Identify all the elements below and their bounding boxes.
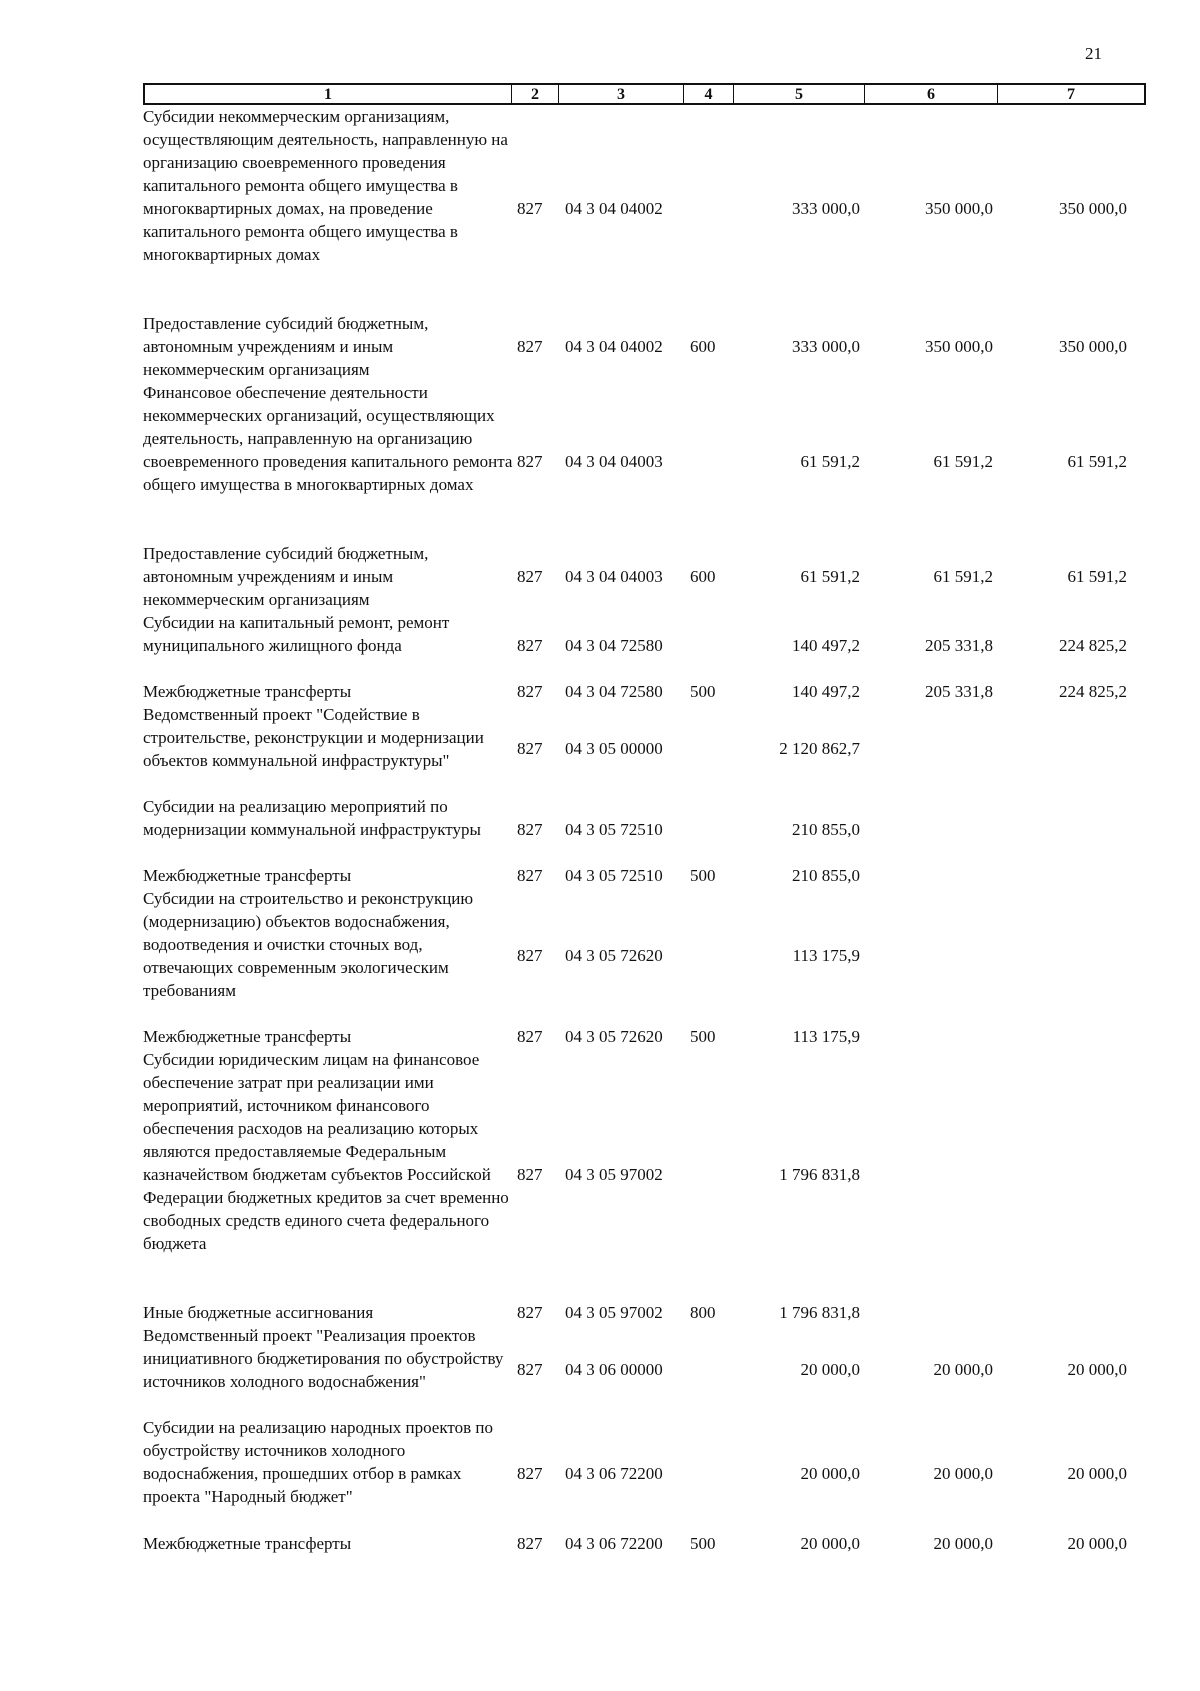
row-code: 04 3 04 04002 (565, 199, 663, 218)
table-row (0, 887, 1200, 1002)
row-name: Межбюджетные трансферты (143, 1534, 352, 1553)
row-value-5: 61 591,2 (800, 452, 860, 471)
row-value-6: 20 000,0 (933, 1534, 993, 1553)
row-code: 04 3 05 72620 (565, 946, 663, 965)
row-code: 04 3 04 04002 (565, 337, 663, 356)
row-grbs: 827 (517, 1360, 543, 1379)
row-grbs: 827 (517, 567, 543, 586)
row-grbs: 827 (517, 820, 543, 839)
row-value-5: 113 175,9 (792, 1027, 860, 1046)
row-type: 500 (690, 866, 716, 885)
row-grbs: 827 (517, 337, 543, 356)
table-row (0, 542, 1200, 611)
table-row (0, 1025, 1200, 1048)
row-code: 04 3 05 97002 (565, 1303, 663, 1322)
row-code: 04 3 06 72200 (565, 1534, 663, 1553)
row-name: Субсидии на реализацию народных проектов по обустройству источников холодного водоснабжения, прошедших отбор в рамках проекта "Народный бюджет" (143, 1418, 493, 1506)
row-value-7: 350 000,0 (1059, 337, 1127, 356)
table-row (0, 1416, 1200, 1508)
row-grbs: 827 (517, 452, 543, 471)
row-code: 04 3 04 72580 (565, 636, 663, 655)
row-value-5: 333 000,0 (792, 337, 860, 356)
row-value-5: 1 796 831,8 (779, 1303, 860, 1322)
row-value-5: 20 000,0 (800, 1464, 860, 1483)
row-value-5: 140 497,2 (792, 636, 860, 655)
row-value-7: 20 000,0 (1067, 1464, 1127, 1483)
row-value-7: 224 825,2 (1059, 636, 1127, 655)
row-value-5: 2 120 862,7 (779, 739, 860, 758)
row-value-7: 20 000,0 (1067, 1360, 1127, 1379)
row-grbs: 827 (517, 946, 543, 965)
row-type: 800 (690, 1303, 716, 1322)
header-col-2: 2 (511, 85, 558, 104)
row-value-5: 61 591,2 (800, 567, 860, 586)
row-grbs: 827 (517, 866, 543, 885)
row-grbs: 827 (517, 1165, 543, 1184)
row-grbs: 827 (517, 682, 543, 701)
row-value-5: 20 000,0 (800, 1360, 860, 1379)
row-name: Субсидии юридическим лицам на финансовое обеспечение затрат при реализации ими мероприятий, источником финансового обеспечения расходов на реализацию которых являются предоставляемые Федеральным казначейством бюджетам субъектов Российской Федерации бюджетных кредитов за счет временно свободных средств единого счета федерального бюджета (143, 1050, 509, 1253)
row-name: Предоставление субсидий бюджетным, автономным учреждениям и иным некоммерческим организациям (143, 314, 429, 379)
row-grbs: 827 (517, 1027, 543, 1046)
row-code: 04 3 05 72620 (565, 1027, 663, 1046)
row-grbs: 827 (517, 199, 543, 218)
table-row (0, 1324, 1200, 1416)
row-grbs: 827 (517, 1464, 543, 1483)
row-code: 04 3 04 04003 (565, 567, 663, 586)
row-grbs: 827 (517, 1534, 543, 1553)
row-value-6: 61 591,2 (933, 452, 993, 471)
header-col-3: 3 (558, 85, 683, 104)
table-row (0, 312, 1200, 381)
table-row (0, 1301, 1200, 1324)
table-row (0, 680, 1200, 703)
row-grbs: 827 (517, 739, 543, 758)
table-row (0, 1532, 1200, 1555)
row-value-5: 140 497,2 (792, 682, 860, 701)
table-row (0, 1048, 1200, 1278)
table-row (0, 381, 1200, 542)
row-value-6: 205 331,8 (925, 636, 993, 655)
row-code: 04 3 06 00000 (565, 1360, 663, 1379)
header-col-5: 5 (733, 85, 864, 104)
row-code: 04 3 05 00000 (565, 739, 663, 758)
header-col-7: 7 (997, 85, 1144, 104)
row-value-5: 333 000,0 (792, 199, 860, 218)
row-value-7: 224 825,2 (1059, 682, 1127, 701)
row-name: Предоставление субсидий бюджетным, автономным учреждениям и иным некоммерческим организациям (143, 544, 429, 609)
row-name: Субсидии на капитальный ремонт, ремонт муниципального жилищного фонда (143, 613, 450, 655)
row-name: Субсидии некоммерческим организациям, осуществляющим деятельность, направленную на организацию своевременного проведения капитального ремонта общего имущества в многоквартирных домах, на проведение капитального ремонта общего имущества в многоквартирных домах (143, 107, 508, 264)
row-name: Межбюджетные трансферты (143, 1027, 352, 1046)
row-code: 04 3 04 04003 (565, 452, 663, 471)
row-grbs: 827 (517, 1303, 543, 1322)
row-value-5: 210 855,0 (792, 820, 860, 839)
row-type: 500 (690, 1027, 716, 1046)
row-name: Субсидии на реализацию мероприятий по модернизации коммунальной инфраструктуры (143, 797, 481, 839)
row-name: Межбюджетные трансферты (143, 682, 352, 701)
row-name: Иные бюджетные ассигнования (143, 1303, 374, 1322)
row-value-5: 1 796 831,8 (779, 1165, 860, 1184)
table-row (0, 864, 1200, 887)
page-number: 21 (1085, 44, 1102, 63)
row-value-6: 350 000,0 (925, 199, 993, 218)
row-type: 600 (690, 567, 716, 586)
row-value-6: 205 331,8 (925, 682, 993, 701)
header-col-6: 6 (864, 85, 997, 104)
row-value-6: 20 000,0 (933, 1360, 993, 1379)
row-value-6: 61 591,2 (933, 567, 993, 586)
row-value-6: 350 000,0 (925, 337, 993, 356)
row-type: 600 (690, 337, 716, 356)
row-type: 500 (690, 1534, 716, 1553)
row-name: Межбюджетные трансферты (143, 866, 352, 885)
row-type: 500 (690, 682, 716, 701)
table-row (0, 611, 1200, 657)
row-name: Ведомственный проект "Реализация проектов инициативного бюджетирования по обустройству источников холодного водоснабжения" (143, 1326, 504, 1391)
row-code: 04 3 05 72510 (565, 866, 663, 885)
row-value-6: 20 000,0 (933, 1464, 993, 1483)
table-header (143, 83, 1146, 105)
row-name: Субсидии на строительство и реконструкцию (модернизацию) объектов водоснабжения, водоотведения и очистки сточных вод, отвечающих современным экологическим требованиям (143, 889, 474, 1000)
row-value-5: 113 175,9 (792, 946, 860, 965)
row-code: 04 3 04 72580 (565, 682, 663, 701)
row-value-7: 61 591,2 (1067, 567, 1127, 586)
row-grbs: 827 (517, 636, 543, 655)
row-value-7: 61 591,2 (1067, 452, 1127, 471)
table-row (0, 795, 1200, 864)
row-value-5: 20 000,0 (800, 1534, 860, 1553)
row-value-7: 350 000,0 (1059, 199, 1127, 218)
header-col-1: 1 (324, 86, 332, 103)
row-name: Финансовое обеспечение деятельности некоммерческих организаций, осуществляющих деятельность, направленную на организацию своевременного проведения капитального ремонта общего имущества в многоквартирных домах (143, 383, 513, 494)
row-code: 04 3 05 72510 (565, 820, 663, 839)
row-value-7: 20 000,0 (1067, 1534, 1127, 1553)
table-row (0, 703, 1200, 795)
row-name: Ведомственный проект "Содействие в строительстве, реконструкции и модернизации объектов коммунальной инфраструктуры" (143, 705, 484, 770)
row-code: 04 3 05 97002 (565, 1165, 663, 1184)
row-code: 04 3 06 72200 (565, 1464, 663, 1483)
row-value-5: 210 855,0 (792, 866, 860, 885)
header-col-4: 4 (683, 85, 733, 104)
table-row (0, 105, 1200, 289)
